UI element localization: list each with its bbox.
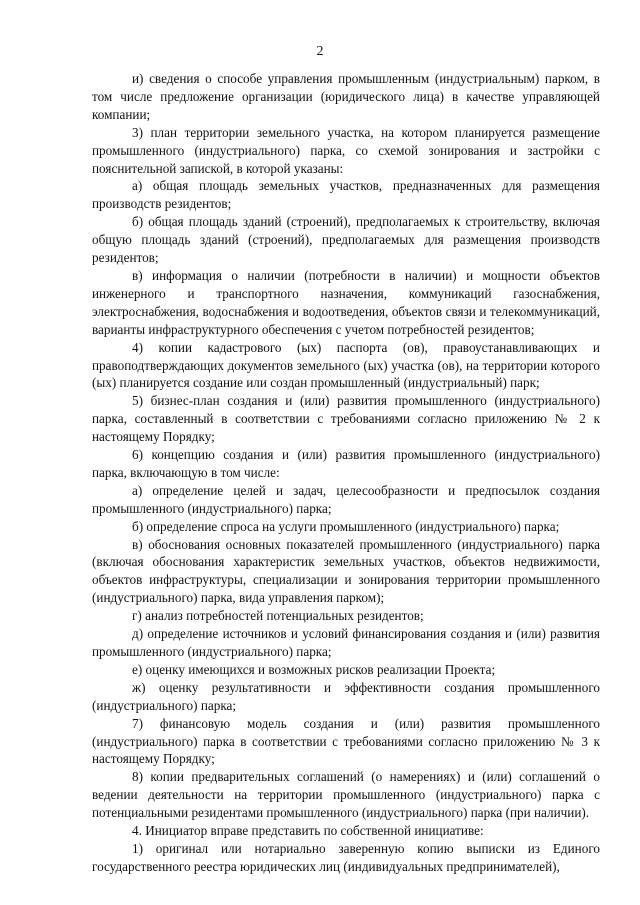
paragraph: б) определение спроса на услуги промышленного (индустриального) парка; xyxy=(132,518,560,534)
paragraph: 4) копии кадастрового (ых) паспорта (ов), правоустанавливающих и правоподтверждающих документов земельного (ых) участка (ов), на территории которого (ых) планируется создание или создан промышленный (индустриальный) парк; xyxy=(92,339,600,391)
paragraph: а) общая площадь земельных участков, предназначенных для размещения производств резидентов; xyxy=(92,178,600,212)
paragraph: а) определение целей и задач, целесообразности и предпосылок создания промышленного (индустриального) парка; xyxy=(92,482,600,516)
paragraph: 4. Инициатор вправе представить по собственной инициативе: xyxy=(132,823,484,839)
paragraph: 6) концепцию создания и (или) развития промышленного (индустриального) парка, включающую в том числе: xyxy=(92,447,600,480)
paragraph: е) оценку имеющихся и возможных рисков реализации Проекта; xyxy=(132,661,496,677)
paragraph: ж) оценку результативности и эффективности создания промышленного (индустриального) парка; xyxy=(92,679,600,713)
paragraph: 1) оригинал или нотариально заверенную копию выписки из Единого государственного реестра юридических лиц (индивидуальных предпринимателей), xyxy=(92,840,600,874)
paragraph: г) анализ потребностей потенциальных резидентов; xyxy=(132,608,424,624)
paragraph: д) определение источников и условий финансирования создания и (или) развития промышленного (индустриального) парка; xyxy=(92,626,600,659)
paragraph: 3) план территории земельного участка, на котором планируется размещение промышленного (индустриального) парка, со схемой зонирования и застройки с пояснительной запиской, в которой указаны: xyxy=(92,124,600,176)
document-body xyxy=(92,70,600,876)
paragraph: в) информация о наличии (потребности в наличии) и мощности объектов инженерного и транспортного назначения, коммуникаций газоснабжения, электроснабжения, водоснабжения и водоотведения, объектов связи и телекоммуникаций, варианты инфраструктурного обеспечения с учетом потребностей резидентов; xyxy=(92,267,600,337)
paragraph: 8) копии предварительных соглашений (о намерениях) и (или) соглашений о ведении деятельности на территории промышленного (индустриального) парка с потенциальными резидентами промышленного (индустриального) парка (при наличии). xyxy=(92,769,600,821)
paragraph: б) общая площадь зданий (строений), предполагаемых к строительству, включая общую площадь зданий (строений), предполагаемых для размещения производств резидентов; xyxy=(92,214,600,266)
page-number: 2 xyxy=(316,44,324,59)
paragraph: в) обоснования основных показателей промышленного (индустриального) парка (включая обоснования характеристик земельных участков, объектов недвижимости, объектов инфраструктуры, специализации и зонирования территории промышленного (индустриального) парка, вида управления парком); xyxy=(92,536,600,606)
paragraph: 5) бизнес-план создания и (или) развития промышленного (индустриального) парка, составленный в соответствии с требованиями согласно приложению № 2 к настоящему Порядку; xyxy=(92,393,600,445)
paragraph: и) сведения о способе управления промышленным (индустриальным) парком, в том числе предложение организации (юридического лица) в качестве управляющей компании; xyxy=(92,71,600,122)
paragraph: 7) финансовую модель создания и (или) развития промышленного (индустриального) парка в соответствии с требованиями согласно приложению № 3 к настоящему Порядку; xyxy=(92,715,600,767)
